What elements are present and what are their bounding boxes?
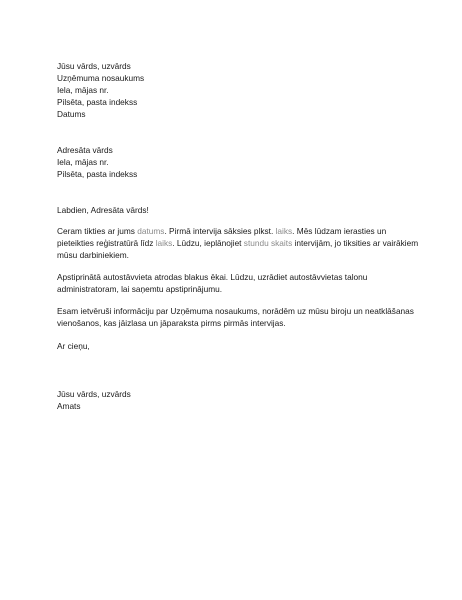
paragraph1-text-4: . Lūdzu, ieplānojiet — [172, 238, 244, 248]
paragraph1-text-3: . Mēs lūdzam ierasties un pieteikties reģistratūrā līdz — [57, 226, 387, 248]
recipient-name: Adresāta vārds — [57, 145, 113, 155]
letter-page — [57, 60, 419, 412]
sender-name: Jūsu vārds, uzvārds — [57, 61, 131, 71]
signature-block — [57, 388, 419, 412]
paragraph-interview-details — [57, 225, 419, 261]
placeholder-date: datums — [137, 226, 165, 236]
paragraph-parking: Apstiprinātā autostāvvieta atrodas blakus ēkai. Lūdzu, uzrādiet autostāvvietas talonu administratoram, lai saņemtu apstiprinājumu. — [57, 272, 368, 294]
paragraph1-text-5: intervijām, jo tiksities ar vairākiem mūsu darbiniekiem. — [57, 238, 419, 260]
paragraph1-text-1: Ceram tikties ar jums — [57, 226, 138, 236]
sender-address-block — [57, 60, 419, 120]
recipient-city: Pilsēta, pasta indekss — [57, 169, 138, 179]
signature-title: Amats — [57, 401, 81, 411]
letter-date: Datums — [57, 109, 86, 119]
recipient-address-block — [57, 144, 419, 180]
recipient-street: Iela, mājas nr. — [57, 157, 109, 167]
sender-street: Iela, mājas nr. — [57, 85, 109, 95]
placeholder-time: laiks — [275, 226, 293, 236]
closing: Ar cieņu, — [57, 341, 90, 351]
sender-company: Uzņēmuma nosaukums — [57, 73, 145, 83]
greeting: Labdien, Adresāta vārds! — [57, 205, 149, 215]
placeholder-time-2: laiks — [155, 238, 173, 248]
paragraph-information: Esam ietvēruši informāciju par Uzņēmuma nosaukums, norādēm uz mūsu biroju un neatklāšanas vienošanos, kas jāizlasa un jāparaksta pirms pirmās intervijas. — [57, 306, 414, 328]
sender-city: Pilsēta, pasta indekss — [57, 97, 138, 107]
placeholder-hours: stundu skaits — [243, 238, 293, 248]
paragraph1-text-2: . Pirmā intervija sāksies plkst. — [164, 226, 276, 236]
signature-name: Jūsu vārds, uzvārds — [57, 389, 131, 399]
